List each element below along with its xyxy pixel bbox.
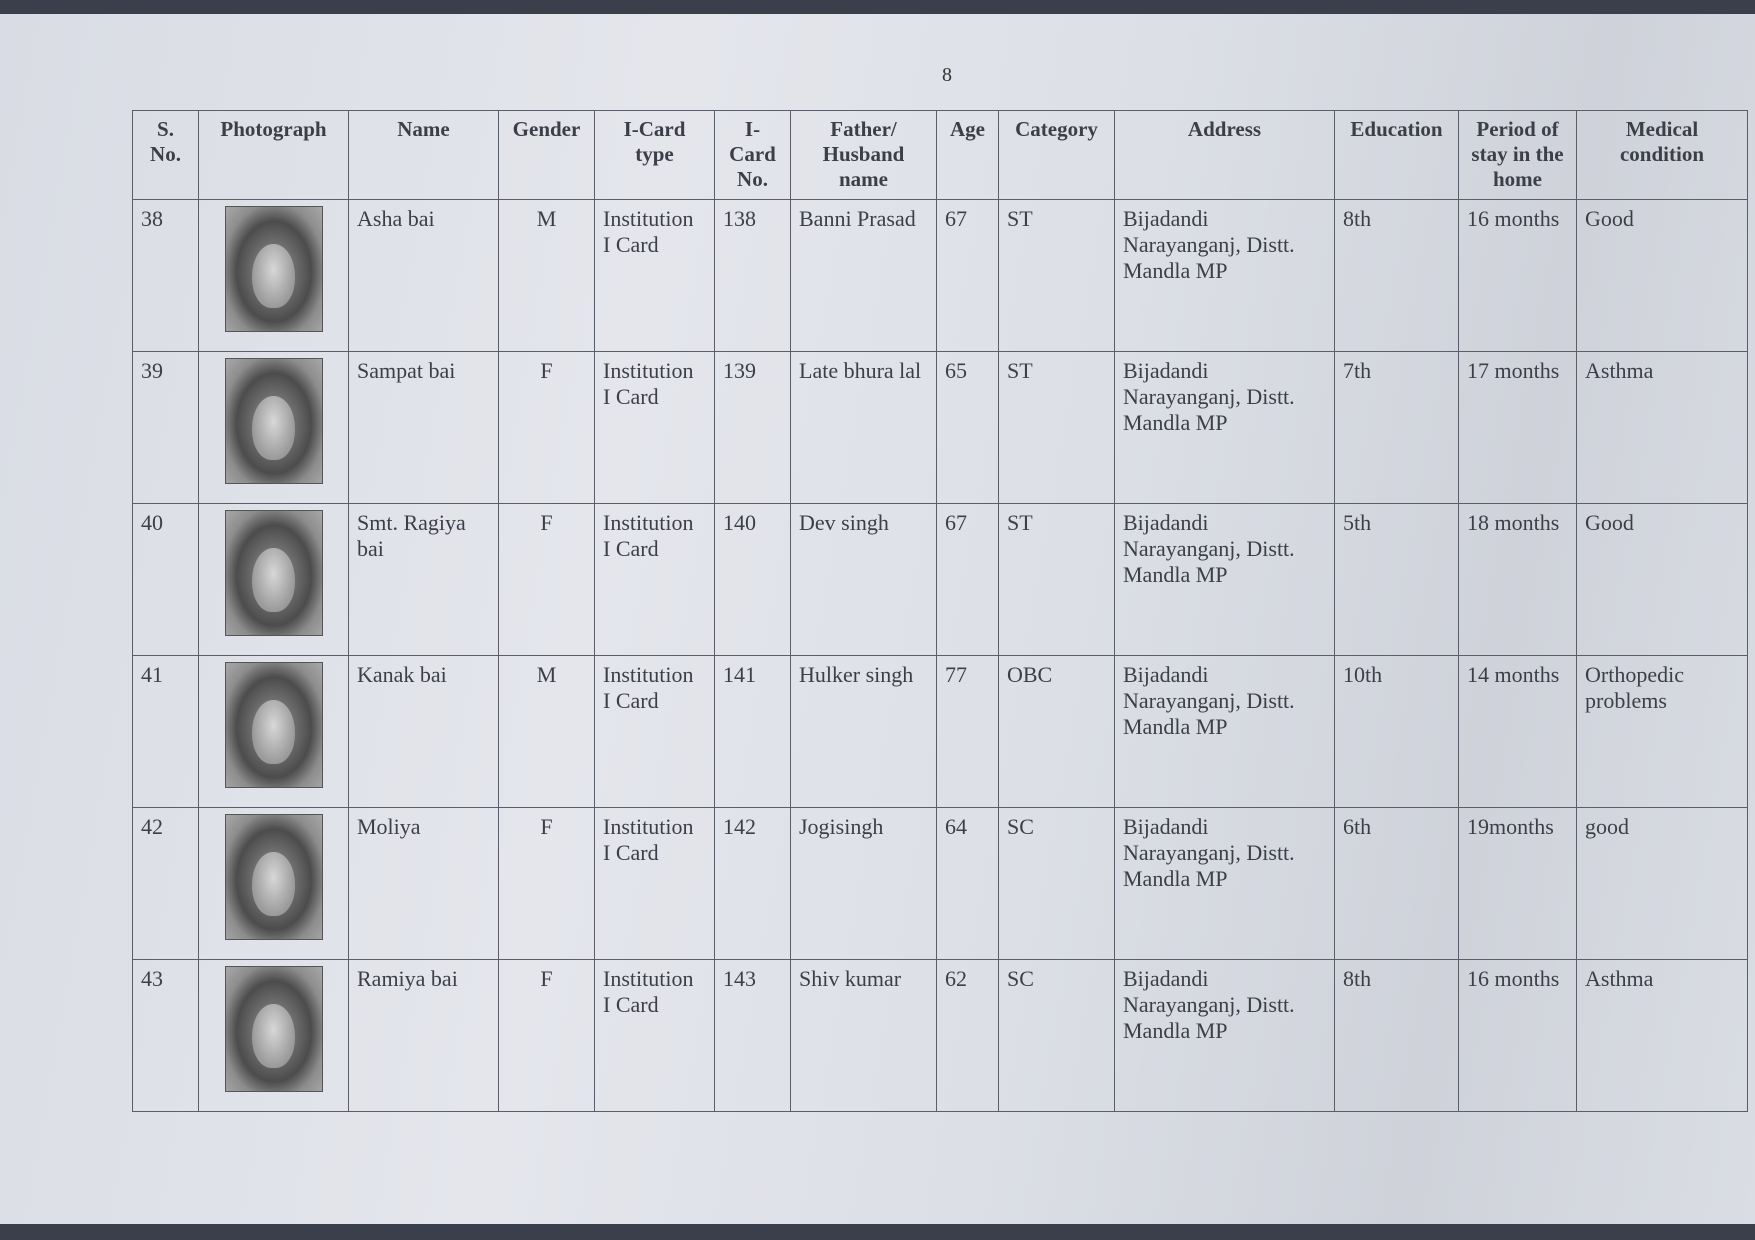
table-row <box>133 351 1748 503</box>
cell-education: 5th <box>1335 503 1459 655</box>
cell-name: Ramiya bai <box>349 959 499 1111</box>
cell-address: Bijadandi Narayanganj, Distt. Mandla MP <box>1115 655 1335 807</box>
header-icard-no: I-Card No. <box>715 111 791 200</box>
header-period: Period of stay in the home <box>1459 111 1577 200</box>
cell-photograph <box>199 807 349 959</box>
cell-name: Sampat bai <box>349 351 499 503</box>
cell-medical: Good <box>1577 199 1748 351</box>
header-gender: Gender <box>499 111 595 200</box>
cell-name: Moliya <box>349 807 499 959</box>
cell-father-husband: Late bhura lal <box>791 351 937 503</box>
cell-medical: Asthma <box>1577 959 1748 1111</box>
resident-photo <box>225 814 323 940</box>
cell-age: 62 <box>937 959 999 1111</box>
header-education: Education <box>1335 111 1459 200</box>
cell-sno: 42 <box>133 807 199 959</box>
cell-address: Bijadandi Narayanganj, Distt. Mandla MP <box>1115 199 1335 351</box>
cell-category: SC <box>999 807 1115 959</box>
header-category: Category <box>999 111 1115 200</box>
resident-photo <box>225 662 323 788</box>
cell-gender: F <box>499 959 595 1111</box>
cell-photograph <box>199 351 349 503</box>
cell-medical: Good <box>1577 503 1748 655</box>
cell-age: 65 <box>937 351 999 503</box>
cell-category: ST <box>999 351 1115 503</box>
cell-address: Bijadandi Narayanganj, Distt. Mandla MP <box>1115 959 1335 1111</box>
cell-period: 18 months <box>1459 503 1577 655</box>
cell-age: 67 <box>937 199 999 351</box>
cell-medical: good <box>1577 807 1748 959</box>
cell-photograph <box>199 655 349 807</box>
cell-education: 8th <box>1335 959 1459 1111</box>
header-sno: S. No. <box>133 111 199 200</box>
cell-sno: 40 <box>133 503 199 655</box>
residents-table <box>132 110 1748 1112</box>
cell-photograph <box>199 199 349 351</box>
cell-age: 64 <box>937 807 999 959</box>
table-row <box>133 503 1748 655</box>
document-page <box>0 14 1755 1224</box>
header-photograph: Photograph <box>199 111 349 200</box>
cell-address: Bijadandi Narayanganj, Distt. Mandla MP <box>1115 351 1335 503</box>
cell-medical: Asthma <box>1577 351 1748 503</box>
cell-icard-no: 143 <box>715 959 791 1111</box>
table-row <box>133 959 1748 1111</box>
cell-medical: Orthopedic problems <box>1577 655 1748 807</box>
table-row <box>133 655 1748 807</box>
resident-photo <box>225 206 323 332</box>
cell-icard-no: 138 <box>715 199 791 351</box>
cell-icard-type: Institution I Card <box>595 655 715 807</box>
cell-name: Kanak bai <box>349 655 499 807</box>
cell-age: 77 <box>937 655 999 807</box>
cell-father-husband: Hulker singh <box>791 655 937 807</box>
cell-photograph <box>199 959 349 1111</box>
cell-period: 14 months <box>1459 655 1577 807</box>
cell-gender: M <box>499 199 595 351</box>
cell-father-husband: Shiv kumar <box>791 959 937 1111</box>
cell-period: 17 months <box>1459 351 1577 503</box>
cell-name: Smt. Ragiya bai <box>349 503 499 655</box>
table-row <box>133 807 1748 959</box>
cell-gender: F <box>499 503 595 655</box>
cell-sno: 41 <box>133 655 199 807</box>
header-icard-type: I-Card type <box>595 111 715 200</box>
cell-icard-no: 139 <box>715 351 791 503</box>
cell-period: 19months <box>1459 807 1577 959</box>
cell-father-husband: Banni Prasad <box>791 199 937 351</box>
cell-icard-no: 140 <box>715 503 791 655</box>
cell-icard-type: Institution I Card <box>595 959 715 1111</box>
cell-education: 8th <box>1335 199 1459 351</box>
cell-sno: 39 <box>133 351 199 503</box>
header-address: Address <box>1115 111 1335 200</box>
cell-icard-no: 141 <box>715 655 791 807</box>
cell-icard-type: Institution I Card <box>595 503 715 655</box>
cell-gender: F <box>499 807 595 959</box>
cell-period: 16 months <box>1459 199 1577 351</box>
table-row <box>133 199 1748 351</box>
cell-father-husband: Jogisingh <box>791 807 937 959</box>
header-age: Age <box>937 111 999 200</box>
cell-category: SC <box>999 959 1115 1111</box>
cell-category: ST <box>999 503 1115 655</box>
cell-education: 7th <box>1335 351 1459 503</box>
resident-photo <box>225 358 323 484</box>
cell-icard-type: Institution I Card <box>595 351 715 503</box>
cell-name: Asha bai <box>349 199 499 351</box>
cell-age: 67 <box>937 503 999 655</box>
cell-icard-type: Institution I Card <box>595 199 715 351</box>
cell-category: ST <box>999 199 1115 351</box>
cell-father-husband: Dev singh <box>791 503 937 655</box>
cell-education: 10th <box>1335 655 1459 807</box>
cell-icard-type: Institution I Card <box>595 807 715 959</box>
cell-education: 6th <box>1335 807 1459 959</box>
cell-photograph <box>199 503 349 655</box>
header-medical: Medical condition <box>1577 111 1748 200</box>
cell-icard-no: 142 <box>715 807 791 959</box>
cell-gender: M <box>499 655 595 807</box>
cell-period: 16 months <box>1459 959 1577 1111</box>
cell-category: OBC <box>999 655 1115 807</box>
page-number: 8 <box>942 64 952 86</box>
cell-gender: F <box>499 351 595 503</box>
cell-sno: 38 <box>133 199 199 351</box>
resident-photo <box>225 510 323 636</box>
resident-photo <box>225 966 323 1092</box>
cell-address: Bijadandi Narayanganj, Distt. Mandla MP <box>1115 503 1335 655</box>
header-name: Name <box>349 111 499 200</box>
cell-sno: 43 <box>133 959 199 1111</box>
header-father-husband: Father/ Husband name <box>791 111 937 200</box>
cell-address: Bijadandi Narayanganj, Distt. Mandla MP <box>1115 807 1335 959</box>
table-header-row <box>133 111 1748 200</box>
